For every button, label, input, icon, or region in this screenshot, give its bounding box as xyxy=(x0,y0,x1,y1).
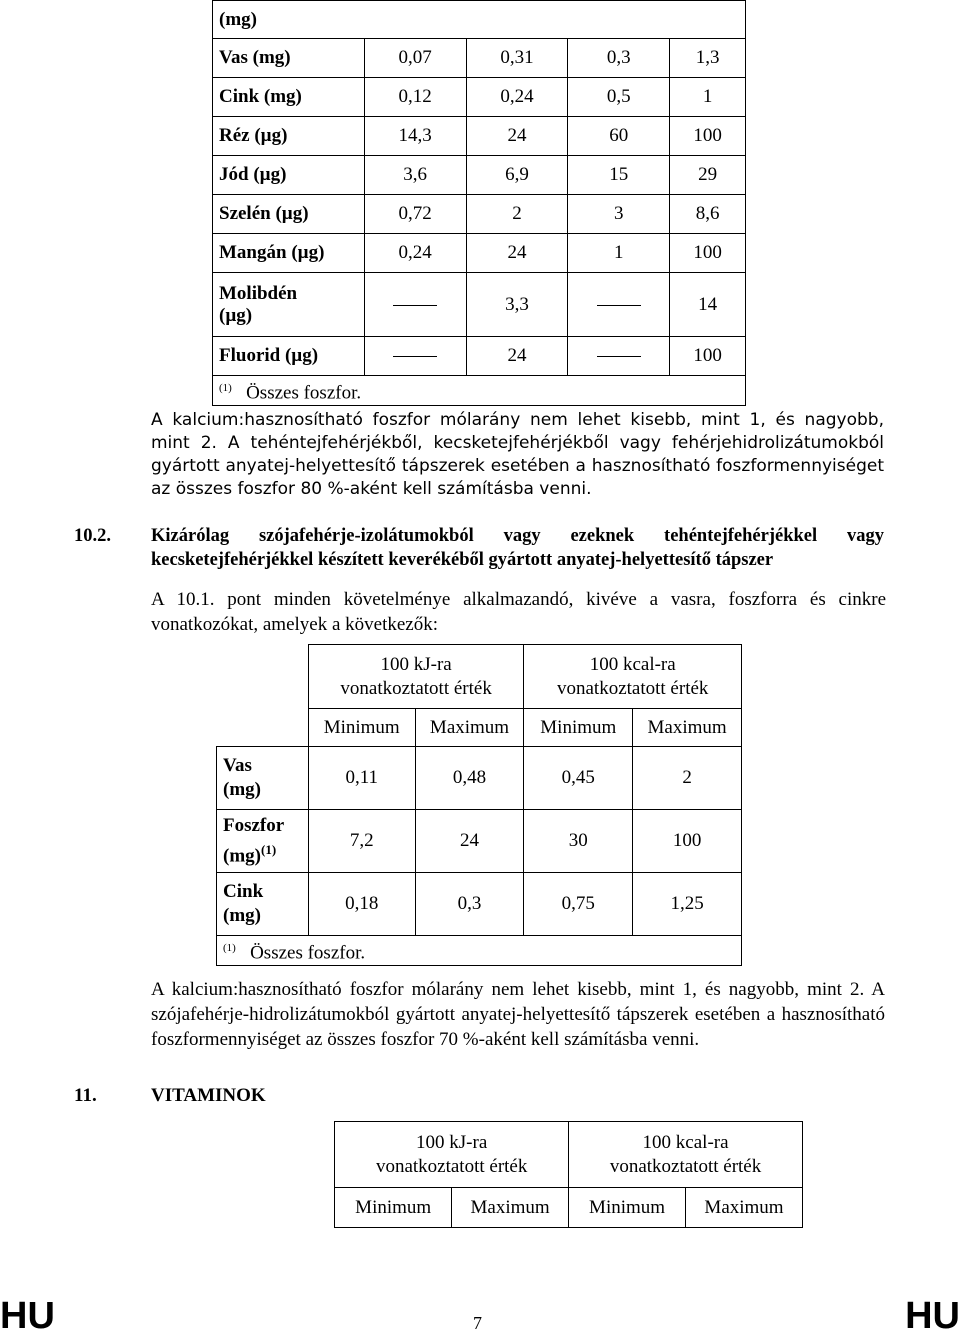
table-footnote xyxy=(217,936,742,966)
footnote-mark: (1) xyxy=(260,841,277,857)
cell: 0,3 xyxy=(568,39,670,78)
row-label: Jód (µg) xyxy=(213,156,365,195)
cell: 0,72 xyxy=(364,195,466,234)
header-line: 100 kcal-ra xyxy=(642,1131,729,1153)
header-kcal xyxy=(524,645,742,709)
header-line: vonatkoztatott érték xyxy=(340,677,492,699)
label-line: (mg) xyxy=(223,905,261,926)
header-kj xyxy=(308,645,524,709)
empty-cell xyxy=(159,1188,335,1228)
paragraph-phosphorus-ratio: A kalcium:hasznosítható foszfor mólarány nem lehet kisebb, mint 1, és nagyobb, mint 2. A tehéntejfehérjékből, kecsketejfehérjékből vagy fehérjehidrolizátumokból gyártott anyatej-helyettesítő tápszerek esetében a hasznosítható foszformennyiséget az összes foszfor 80 %-aként kell számításba venni. xyxy=(151,410,884,499)
dash-cell xyxy=(364,337,466,376)
dash-cell xyxy=(364,273,466,337)
vitamin-table xyxy=(159,1121,803,1228)
page-number: 7 xyxy=(473,1313,482,1333)
table-row xyxy=(213,337,746,376)
cell: 30 xyxy=(524,810,633,873)
header-line: vonatkoztatott érték xyxy=(375,1155,528,1177)
unit-cell: (mg) xyxy=(213,1,746,39)
cell: 24 xyxy=(466,234,568,273)
dash-cell xyxy=(568,337,670,376)
table-row xyxy=(213,156,746,195)
section-number: 11. xyxy=(74,1085,97,1106)
footnote-text: Összes foszfor. xyxy=(246,382,362,404)
cell: 8,6 xyxy=(670,195,746,234)
section-number: 10.2. xyxy=(74,526,111,546)
max-header: Maximum xyxy=(633,709,742,747)
min-header: Minimum xyxy=(335,1188,452,1228)
row-label: Vas (mg) xyxy=(213,39,365,78)
cell: 0,5 xyxy=(568,78,670,117)
header-line: vonatkoztatott érték xyxy=(556,677,709,699)
row-label: Réz (µg) xyxy=(213,117,365,156)
cell: 3 xyxy=(568,195,670,234)
cell: 2 xyxy=(466,195,568,234)
cell: 15 xyxy=(568,156,670,195)
paragraph-soy-phosphorus: A kalcium:hasznosítható foszfor mólarány nem lehet kisebb, mint 1, és nagyobb, mint 2. A szójafehérje-hidrolizátumokból gyártott anyatej-helyettesítő tápszerek esetében a hasznosítható foszformennyiséget az összes foszfor 70 %-aként kell számításba venni. xyxy=(151,979,885,1050)
cell: 29 xyxy=(670,156,746,195)
cell: 24 xyxy=(415,810,524,873)
row-label: Mangán (µg) xyxy=(213,234,365,273)
min-header: Minimum xyxy=(569,1188,686,1228)
label-line: (mg) xyxy=(223,779,261,800)
cell: 0,11 xyxy=(308,747,415,810)
row-label xyxy=(217,747,309,810)
section-title: VITAMINOK xyxy=(151,1085,266,1106)
cell: 100 xyxy=(633,810,742,873)
label-line: Cink xyxy=(223,881,264,902)
mineral-table xyxy=(212,0,746,406)
table-row xyxy=(213,117,746,156)
cell: 24 xyxy=(466,117,568,156)
header-line: 100 kJ-ra xyxy=(416,1131,488,1153)
cell: 0,45 xyxy=(524,747,633,810)
cell: 1 xyxy=(670,78,746,117)
table-footnote xyxy=(213,376,746,406)
cell: 24 xyxy=(466,337,568,376)
label-line: Foszfor xyxy=(223,814,285,836)
cell: 100 xyxy=(670,337,746,376)
cell: 0,48 xyxy=(415,747,524,810)
table-row xyxy=(213,273,746,337)
table-row xyxy=(217,747,742,810)
max-header: Maximum xyxy=(686,1188,803,1228)
row-label: Szelén (µg) xyxy=(213,195,365,234)
cell: 100 xyxy=(670,234,746,273)
empty-cell xyxy=(159,1122,335,1188)
footnote-mark: (1) xyxy=(219,381,232,394)
cell: 14 xyxy=(670,273,746,337)
header-line: vonatkoztatott érték xyxy=(609,1155,762,1177)
header-kj xyxy=(335,1122,569,1188)
cell: 100 xyxy=(670,117,746,156)
row-label xyxy=(213,273,365,337)
min-header: Minimum xyxy=(308,709,415,747)
cell: 60 xyxy=(568,117,670,156)
dash-cell xyxy=(568,273,670,337)
soy-formula-table xyxy=(216,644,742,966)
cell: 14,3 xyxy=(364,117,466,156)
cell: 3,6 xyxy=(364,156,466,195)
label-line: (µg) xyxy=(219,304,253,326)
footnote-text: Összes foszfor. xyxy=(250,942,366,964)
cell: 1,3 xyxy=(670,39,746,78)
row-label xyxy=(217,810,309,873)
cell: 2 xyxy=(633,747,742,810)
cell: 0,07 xyxy=(364,39,466,78)
table-row xyxy=(213,195,746,234)
cell: 7,2 xyxy=(308,810,415,873)
table-row xyxy=(213,234,746,273)
cell: 0,75 xyxy=(524,873,633,936)
section-intro: A 10.1. pont minden követelménye alkalmazandó, kivéve a vasra, foszforra és cinkre vonatkozókat, amelyek a következők: xyxy=(151,589,886,635)
label-line: Vas xyxy=(223,755,252,776)
cell: 1 xyxy=(568,234,670,273)
empty-cell xyxy=(217,709,309,747)
footer-language-right: HU xyxy=(905,1295,960,1337)
footnote-mark: (1) xyxy=(223,942,236,954)
header-line: 100 kcal-ra xyxy=(589,653,676,675)
row-label: Cink (mg) xyxy=(213,78,365,117)
cell: 0,3 xyxy=(415,873,524,936)
table-row xyxy=(217,810,742,873)
section-title: Kizárólag szójafehérje-izolátumokból vagy ezeknek tehéntejfehérjékkel vagy kecsketejfehérjékkel készített keverékéből gyártott anyatej-helyettesítő tápszer xyxy=(151,526,884,570)
cell: 6,9 xyxy=(466,156,568,195)
table-row xyxy=(213,39,746,78)
cell: 0,18 xyxy=(308,873,415,936)
cell: 1,25 xyxy=(633,873,742,936)
footer-language-left: HU xyxy=(0,1295,55,1337)
label-line: Molibdén xyxy=(219,282,298,304)
empty-cell xyxy=(217,645,309,709)
header-line: 100 kJ-ra xyxy=(380,653,452,675)
table-row xyxy=(213,78,746,117)
label-line: (mg) xyxy=(223,845,261,867)
max-header: Maximum xyxy=(452,1188,569,1228)
cell: 0,31 xyxy=(466,39,568,78)
cell: 0,24 xyxy=(466,78,568,117)
cell: 0,12 xyxy=(364,78,466,117)
max-header: Maximum xyxy=(415,709,524,747)
row-label: Fluorid (µg) xyxy=(213,337,365,376)
header-kcal xyxy=(569,1122,803,1188)
cell: 3,3 xyxy=(466,273,568,337)
row-label xyxy=(217,873,309,936)
cell: 0,24 xyxy=(364,234,466,273)
min-header: Minimum xyxy=(524,709,633,747)
table-row xyxy=(217,873,742,936)
